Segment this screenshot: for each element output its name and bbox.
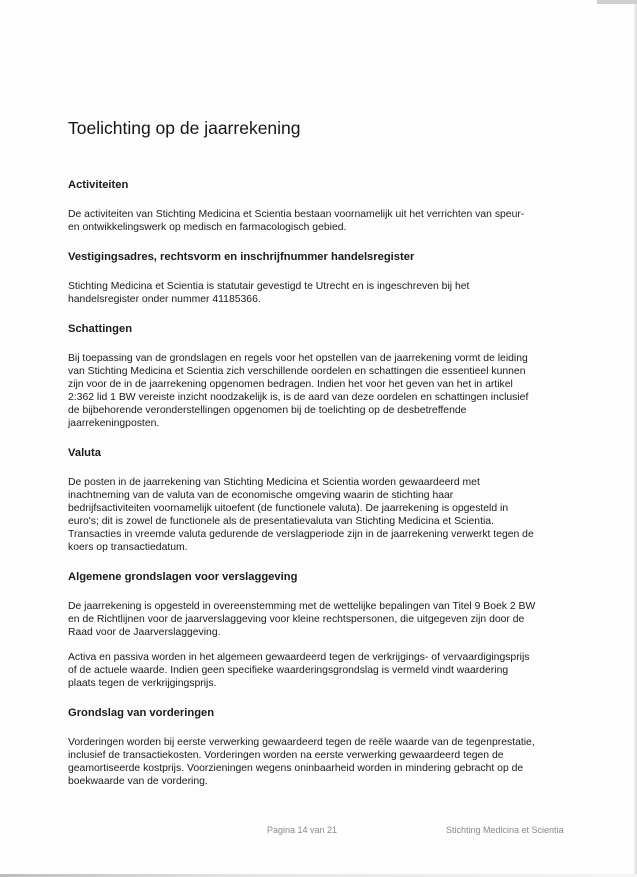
paragraph-line: koers op transactiedatum. [68, 542, 188, 553]
paragraph-line: of de actuele waarde. Indien geen specifieke waarderingsgrondslag is vermeld vindt waardering [68, 665, 509, 676]
paragraph-line: en ontwikkelingswerk op medisch en farmacologisch gebied. [68, 222, 347, 233]
paragraph-line: Vorderingen worden bij eerste verwerking gewaardeerd tegen de reële waarde van de tegenprestatie, [68, 737, 535, 748]
paragraph-line: handelsregister onder nummer 41185366. [68, 294, 261, 305]
paragraph [68, 352, 568, 430]
paragraph-line: boekwaarde van de vordering. [68, 776, 208, 787]
paragraph-line: De posten in de jaarrekening van Stichting Medicina et Scientia worden gewaardeerd met [68, 477, 480, 488]
paragraph-line: en de Richtlijnen voor de jaarverslaggeving voor kleine rechtspersonen, die uitgegeven zijn door de [68, 614, 525, 625]
paragraph [68, 280, 568, 306]
paragraph-line: De activiteiten van Stichting Medicina et Scientia bestaan voornamelijk uit het verrichten van speur- [68, 209, 525, 220]
paragraph-line: de bijbehorende veronderstellingen opgenomen bij de toelichting op de desbetreffende [68, 405, 467, 416]
paragraph [68, 476, 568, 554]
paragraph-line: inclusief de transactiekosten. Vorderingen worden na eerste verwerking gewaardeerd tegen de [68, 750, 504, 761]
page-title: Toelichting op de jaarrekening [68, 118, 301, 138]
footer-page-number: Pagina 14 van 21 [267, 825, 338, 835]
paragraph-line: Raad voor de Jaarverslaggeving. [68, 627, 221, 638]
section-heading: Schattingen [68, 323, 133, 335]
paragraph-line: zijn voor de in de jaarrekening opgenomen bedragen. Indien het voor het geven van het in artikel [68, 379, 513, 390]
paragraph-line: De jaarrekening is opgesteld in overeenstemming met de wettelijke bepalingen van Titel 9 Boek 2 BW [68, 601, 536, 612]
paragraph [68, 736, 568, 788]
paragraph [68, 651, 568, 690]
paragraph-line: geamortiseerde kostprijs. Voorzieningen wegens oninbaarheid worden in mindering gebracht op de [68, 763, 524, 774]
document-body [68, 178, 568, 788]
paragraph [68, 208, 568, 234]
paragraph-line: van Stichting Medicina et Scientia zich verschillende oordelen en schattingen die essentieel kunnen [68, 366, 526, 377]
section-heading: Activiteiten [68, 179, 129, 191]
paragraph-line: Stichting Medicina et Scientia is statutair gevestigd te Utrecht en is ingeschreven bij het [68, 281, 470, 292]
section-heading: Grondslag van vorderingen [68, 707, 215, 719]
section-heading: Vestigingsadres, rechtsvorm en inschrijfnummer handelsregister [68, 251, 415, 263]
paragraph-line: jaarrekeningposten. [68, 418, 160, 429]
paragraph-line: inachtneming van de valuta van de economische omgeving waarin de stichting haar [68, 490, 454, 501]
paragraph-line: Activa en passiva worden in het algemeen gewaardeerd tegen de verkrijgings- of vervaardigingsprijs [68, 652, 530, 663]
paragraph-line: plaats tegen de verkrijgingsprijs. [68, 678, 217, 689]
scan-edge-top [597, 0, 637, 4]
paragraph-line: Transacties in vreemde valuta gedurende de verslagperiode zijn in de jaarrekening verwerkt tegen de [68, 529, 534, 540]
paragraph-line: bedrijfsactiviteiten voornamelijk uitoefent (de functionele valuta). De jaarrekening is opgesteld in [68, 503, 509, 514]
paragraph [68, 600, 568, 639]
footer-organization: Stichting Medicina et Scientia [446, 825, 564, 835]
paragraph-line: Bij toepassing van de grondslagen en regels voor het opstellen van de jaarrekening vormt de leiding [68, 353, 528, 364]
paragraph-line: euro's; dit is zowel de functionele als de presentatievaluta van Stichting Medicina et Scientia. [68, 516, 494, 527]
paragraph-line: 2:362 lid 1 BW vereiste inzicht noodzakelijk is, is de aard van deze oordelen en schattingen inclusief [68, 392, 529, 403]
section-heading: Algemene grondslagen voor verslaggeving [68, 571, 298, 583]
section-heading: Valuta [68, 447, 101, 459]
